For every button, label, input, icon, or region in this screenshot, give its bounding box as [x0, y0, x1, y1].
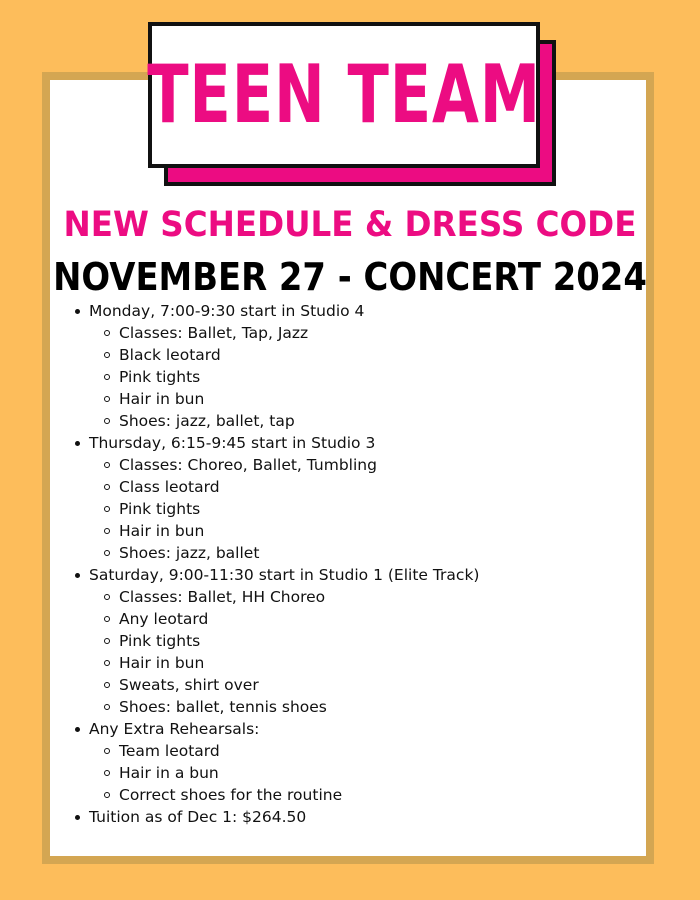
- list-item: Shoes: jazz, ballet: [74, 542, 479, 564]
- list-item: Classes: Choreo, Ballet, Tumbling: [74, 454, 479, 476]
- list-item: Classes: Ballet, Tap, Jazz: [74, 322, 479, 344]
- list-item: Pink tights: [74, 630, 479, 652]
- schedule-tuition: Tuition as of Dec 1: $264.50: [74, 806, 479, 828]
- list-item: Hair in bun: [74, 520, 479, 542]
- list-item: Sweats, shirt over: [74, 674, 479, 696]
- list-item: Any leotard: [74, 608, 479, 630]
- list-item: Pink tights: [74, 498, 479, 520]
- schedule-day-thursday: Thursday, 6:15-9:45 start in Studio 3: [74, 432, 479, 454]
- list-item: Team leotard: [74, 740, 479, 762]
- list-item: Classes: Ballet, HH Choreo: [74, 586, 479, 608]
- banner-title: TEEN TEAM: [147, 48, 541, 142]
- list-item: Hair in bun: [74, 652, 479, 674]
- schedule-day-saturday: Saturday, 9:00-11:30 start in Studio 1 (Elite Track): [74, 564, 479, 586]
- list-item: Hair in a bun: [74, 762, 479, 784]
- list-item: Shoes: jazz, ballet, tap: [74, 410, 479, 432]
- list-item: Hair in bun: [74, 388, 479, 410]
- title-banner: [148, 22, 540, 168]
- schedule-day-monday: Monday, 7:00-9:30 start in Studio 4: [74, 300, 479, 322]
- list-item: Pink tights: [74, 366, 479, 388]
- schedule-list: [74, 300, 479, 828]
- list-item: Correct shoes for the routine: [74, 784, 479, 806]
- page-subtitle: NEW SCHEDULE & DRESS CODE: [63, 205, 637, 245]
- list-item: Black leotard: [74, 344, 479, 366]
- list-item: Shoes: ballet, tennis shoes: [74, 696, 479, 718]
- page-headline: NOVEMBER 27 - CONCERT 2024: [53, 255, 647, 299]
- list-item: Class leotard: [74, 476, 479, 498]
- schedule-extra-rehearsals: Any Extra Rehearsals:: [74, 718, 479, 740]
